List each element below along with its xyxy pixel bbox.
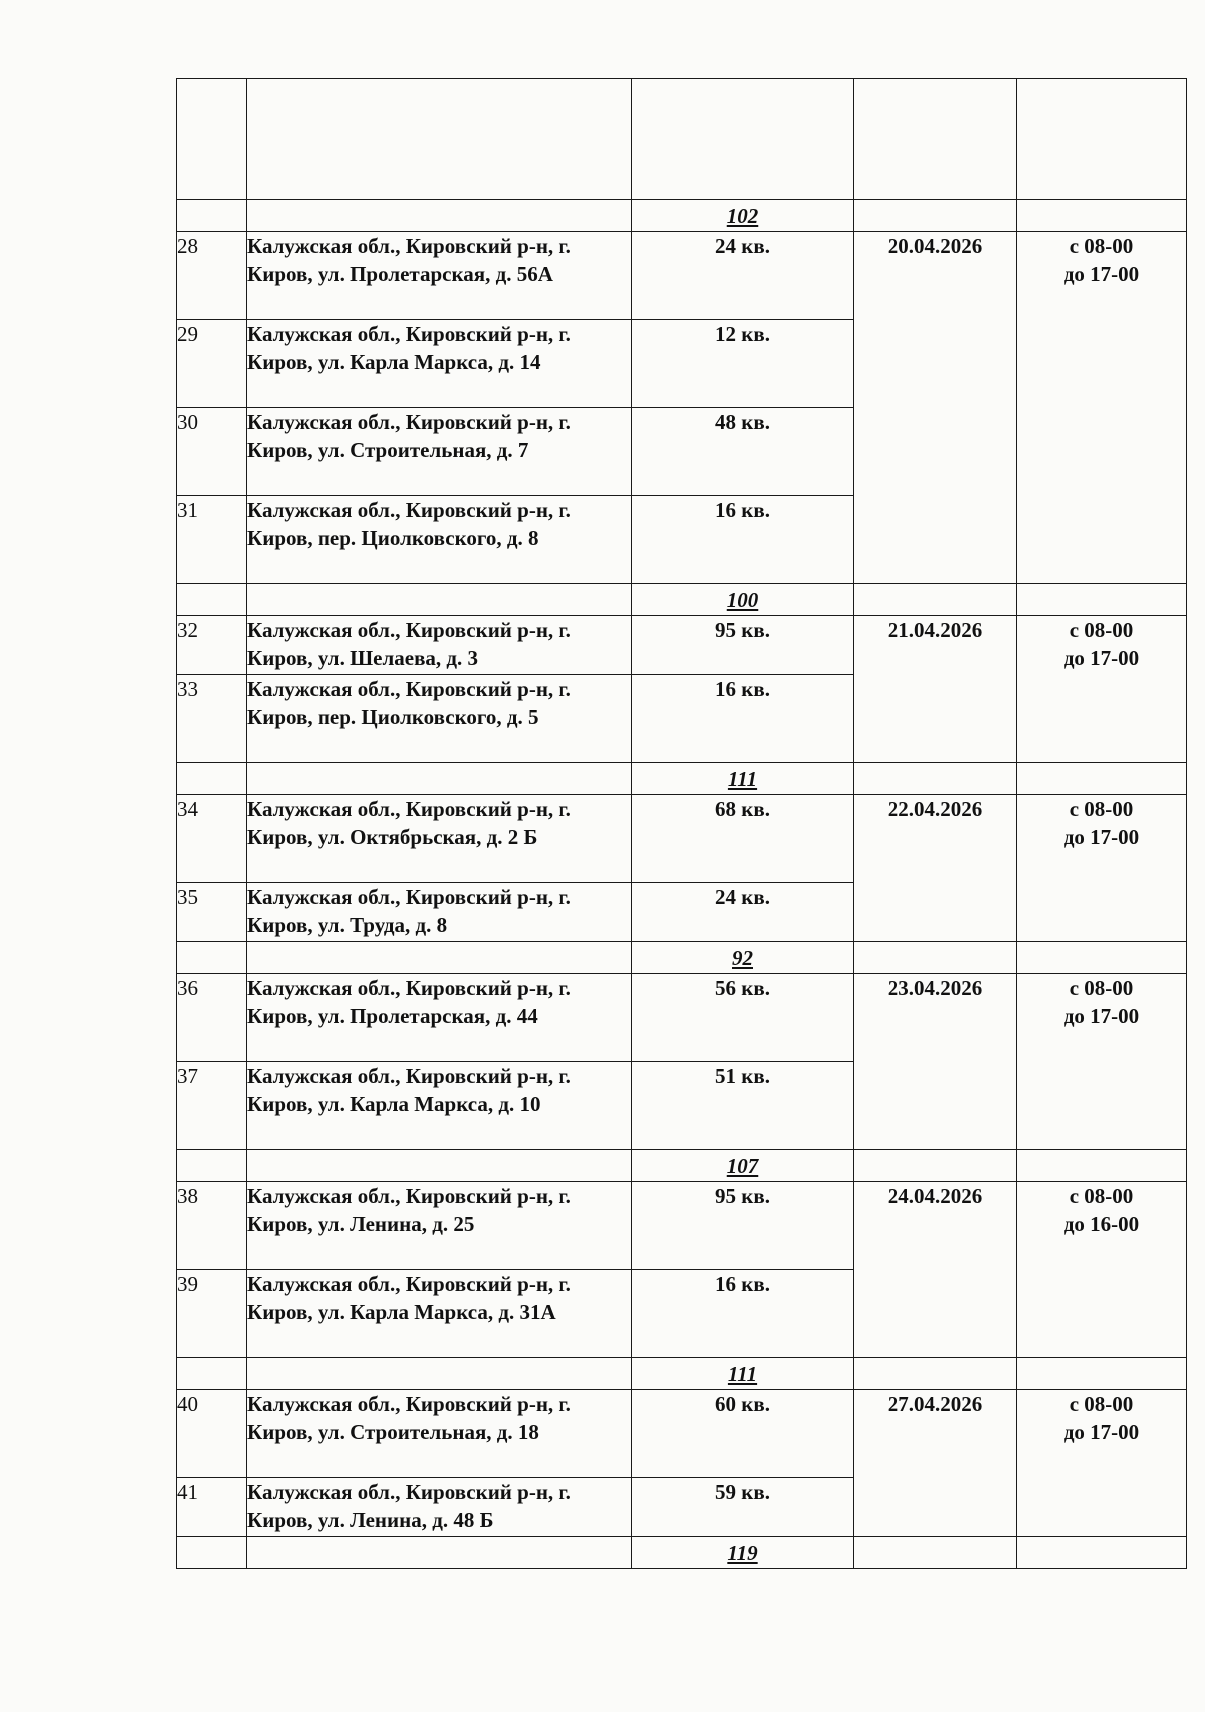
group-time: [1017, 1390, 1187, 1537]
row-number: 40: [177, 1390, 247, 1478]
row-number: 30: [177, 408, 247, 496]
table-row: [177, 974, 1187, 1062]
group-date: 21.04.2026: [854, 616, 1017, 763]
row-number: 38: [177, 1182, 247, 1270]
time-to: до 17-00: [1063, 1420, 1140, 1444]
group-total-row: [177, 1358, 1187, 1390]
row-address: Калужская обл., Кировский р-н, г. Киров, ул. Труда, д. 8: [247, 883, 632, 942]
row-address: Калужская обл., Кировский р-н, г. Киров, ул. Строительная, д. 7: [247, 408, 632, 496]
row-number: 31: [177, 496, 247, 584]
group-total: 100: [632, 584, 854, 616]
row-number: 28: [177, 232, 247, 320]
table-row: [177, 795, 1187, 883]
group-total: 102: [632, 200, 854, 232]
row-apartments: 16 кв.: [632, 496, 854, 584]
time-to: до 17-00: [1063, 825, 1140, 849]
time-to: до 17-00: [1063, 646, 1140, 670]
row-apartments: 95 кв.: [632, 1182, 854, 1270]
group-date: 24.04.2026: [854, 1182, 1017, 1358]
table-row: [177, 1390, 1187, 1478]
group-total: 111: [632, 1358, 854, 1390]
group-total: 119: [632, 1537, 854, 1569]
row-address: Калужская обл., Кировский р-н, г. Киров, ул. Карла Маркса, д. 14: [247, 320, 632, 408]
row-address: Калужская обл., Кировский р-н, г. Киров, ул. Октябрьская, д. 2 Б: [247, 795, 632, 883]
group-total-row: [177, 942, 1187, 974]
time-from: с 08-00: [1069, 618, 1134, 642]
group-date: 22.04.2026: [854, 795, 1017, 942]
group-total-row: [177, 200, 1187, 232]
header-cell-date: [854, 79, 1017, 200]
row-address: Калужская обл., Кировский р-н, г. Киров, ул. Карла Маркса, д. 31А: [247, 1270, 632, 1358]
row-apartments: 12 кв.: [632, 320, 854, 408]
row-number: 37: [177, 1062, 247, 1150]
group-time: [1017, 795, 1187, 942]
row-address: Калужская обл., Кировский р-н, г. Киров, ул. Пролетарская, д. 56А: [247, 232, 632, 320]
row-number: 36: [177, 974, 247, 1062]
row-number: 35: [177, 883, 247, 942]
row-address: Калужская обл., Кировский р-н, г. Киров, ул. Карла Маркса, д. 10: [247, 1062, 632, 1150]
group-date: 27.04.2026: [854, 1390, 1017, 1537]
group-date: 20.04.2026: [854, 232, 1017, 584]
row-apartments: 68 кв.: [632, 795, 854, 883]
group-total: 92: [632, 942, 854, 974]
row-apartments: 24 кв.: [632, 883, 854, 942]
group-time: [1017, 1182, 1187, 1358]
row-apartments: 95 кв.: [632, 616, 854, 675]
group-total: 111: [632, 763, 854, 795]
row-address: Калужская обл., Кировский р-н, г. Киров, ул. Ленина, д. 48 Б: [247, 1478, 632, 1537]
group-total-row: [177, 584, 1187, 616]
row-address: Калужская обл., Кировский р-н, г. Киров, ул. Ленина, д. 25: [247, 1182, 632, 1270]
row-address: Калужская обл., Кировский р-н, г. Киров, пер. Циолковского, д. 8: [247, 496, 632, 584]
group-time: [1017, 974, 1187, 1150]
table-row: [177, 1182, 1187, 1270]
row-number: 29: [177, 320, 247, 408]
time-from: с 08-00: [1069, 1392, 1134, 1416]
row-apartments: 24 кв.: [632, 232, 854, 320]
row-apartments: 48 кв.: [632, 408, 854, 496]
row-address: Калужская обл., Кировский р-н, г. Киров, ул. Строительная, д. 18: [247, 1390, 632, 1478]
group-date: 23.04.2026: [854, 974, 1017, 1150]
row-address: Калужская обл., Кировский р-н, г. Киров, пер. Циолковского, д. 5: [247, 675, 632, 763]
row-apartments: 60 кв.: [632, 1390, 854, 1478]
row-apartments: 56 кв.: [632, 974, 854, 1062]
time-from: с 08-00: [1069, 797, 1134, 821]
time-from: с 08-00: [1069, 1184, 1134, 1208]
group-time: [1017, 616, 1187, 763]
row-number: 33: [177, 675, 247, 763]
group-total: 107: [632, 1150, 854, 1182]
row-apartments: 51 кв.: [632, 1062, 854, 1150]
row-address: Калужская обл., Кировский р-н, г. Киров, ул. Пролетарская, д. 44: [247, 974, 632, 1062]
row-number: 34: [177, 795, 247, 883]
header-cell-time: [1017, 79, 1187, 200]
table-row: [177, 616, 1187, 675]
row-number: 39: [177, 1270, 247, 1358]
group-total-row: [177, 1150, 1187, 1182]
time-from: с 08-00: [1069, 234, 1134, 258]
time-to: до 17-00: [1063, 262, 1140, 286]
row-apartments: 16 кв.: [632, 1270, 854, 1358]
row-number: 32: [177, 616, 247, 675]
row-apartments: 59 кв.: [632, 1478, 854, 1537]
header-cell-address: [247, 79, 632, 200]
header-cell-num: [177, 79, 247, 200]
group-time: [1017, 232, 1187, 584]
time-to: до 17-00: [1063, 1004, 1140, 1028]
header-cell-apartments: [632, 79, 854, 200]
schedule-table: [176, 78, 1187, 1569]
row-address: Калужская обл., Кировский р-н, г. Киров, ул. Шелаева, д. 3: [247, 616, 632, 675]
table-header-row: [177, 79, 1187, 200]
time-from: с 08-00: [1069, 976, 1134, 1000]
time-to: до 16-00: [1063, 1212, 1140, 1236]
group-total-row: [177, 1537, 1187, 1569]
group-total-row: [177, 763, 1187, 795]
row-number: 41: [177, 1478, 247, 1537]
row-apartments: 16 кв.: [632, 675, 854, 763]
table-row: [177, 232, 1187, 320]
